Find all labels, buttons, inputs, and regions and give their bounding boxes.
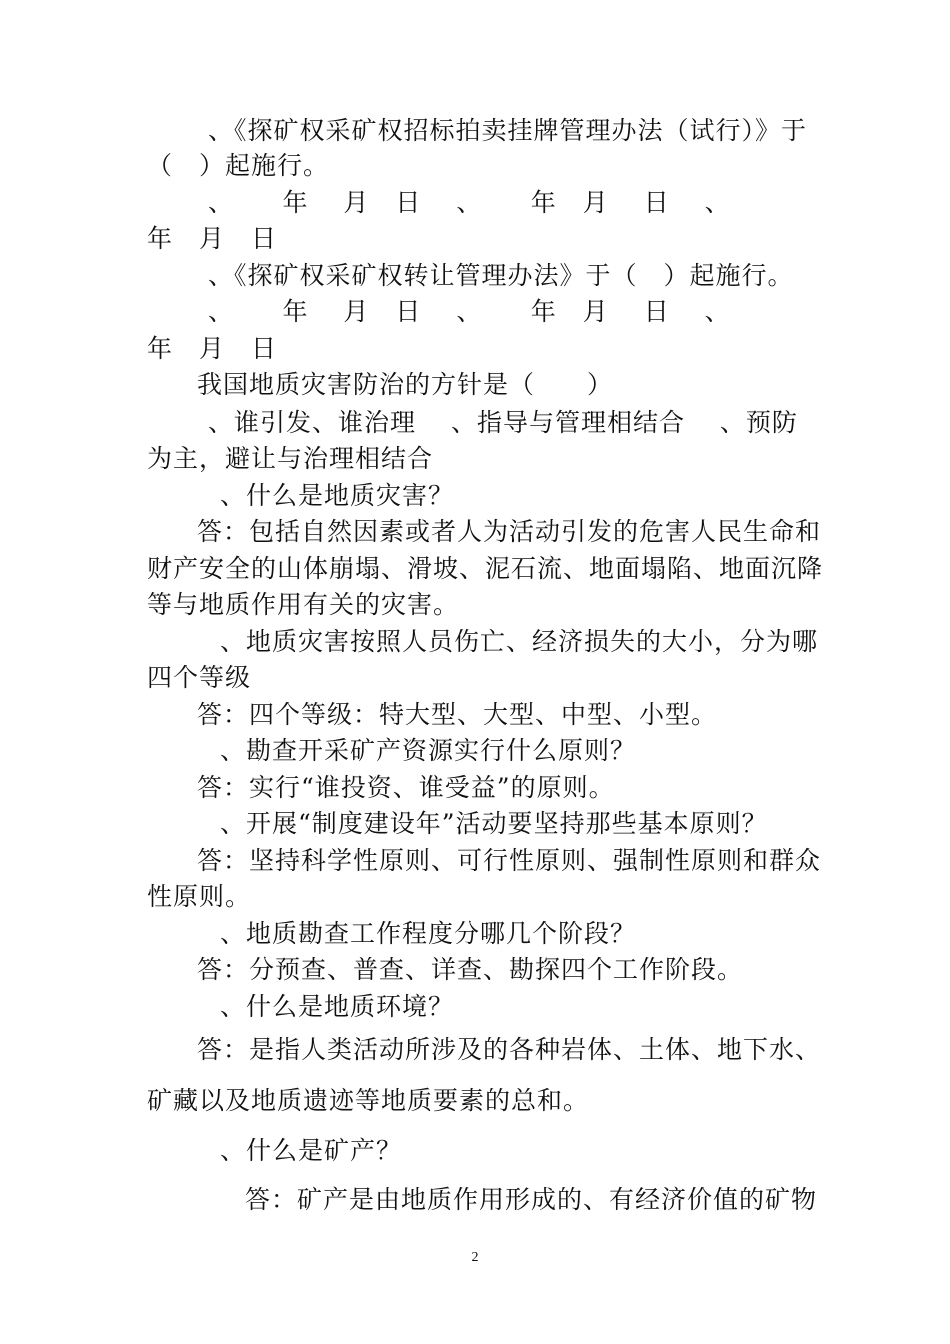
text-line: 为主，避让与治理相结合 bbox=[147, 444, 434, 473]
text-line: 矿藏以及地质遗迹等地质要素的总和。 bbox=[147, 1086, 590, 1115]
text-line: 年 月 日 bbox=[147, 224, 278, 253]
page-number: 2 bbox=[471, 1250, 479, 1265]
text-line: 、 年 月 日 、 年 月 日 、 bbox=[208, 297, 731, 326]
text-line: 答：四个等级：特大型、大型、中型、小型。 bbox=[197, 700, 718, 729]
text-line: 答：包括自然因素或者人为活动引发的危害人民生命和 bbox=[197, 517, 822, 546]
text-line: 、地质灾害按照人员伤亡、经济损失的大小，分为哪 bbox=[220, 627, 819, 656]
text-line: 答：矿产是由地质作用形成的、有经济价值的矿物 bbox=[245, 1185, 818, 1214]
text-line: 答：是指人类活动所涉及的各种岩体、土体、地下水、 bbox=[197, 1035, 822, 1064]
text-line: 等与地质作用有关的灾害。 bbox=[147, 590, 460, 619]
text-line: 、地质勘查工作程度分哪几个阶段？ bbox=[220, 919, 637, 948]
text-line: 、《探矿权采矿权转让管理办法》于（ ）起施行。 bbox=[208, 261, 794, 290]
text-line: 性原则。 bbox=[147, 882, 252, 911]
text-line: 、《探矿权采矿权招标拍卖挂牌管理办法（试行）》于 bbox=[208, 116, 808, 145]
text-line: 、什么是矿产？ bbox=[220, 1136, 403, 1165]
text-line: 答：分预查、普查、详查、勘探四个工作阶段。 bbox=[197, 955, 744, 984]
text-line: 答：坚持科学性原则、可行性原则、强制性原则和群众 bbox=[197, 846, 822, 875]
text-line: 、什么是地质环境？ bbox=[220, 992, 455, 1021]
text-line: 财产安全的山体崩塌、滑坡、泥石流、地面塌陷、地面沉降 bbox=[147, 554, 824, 583]
text-line: 、开展“制度建设年”活动要坚持那些基本原则？ bbox=[220, 809, 768, 838]
text-line: （ ）起施行。 bbox=[147, 151, 330, 180]
text-line: 答：实行“谁投资、谁受益”的原则。 bbox=[197, 773, 615, 802]
text-line: 我国地质灾害防治的方针是（ ） bbox=[197, 370, 614, 399]
text-line: 、勘查开采矿产资源实行什么原则？ bbox=[220, 736, 637, 765]
text-line: 四个等级 bbox=[147, 663, 252, 692]
text-line: 年 月 日 bbox=[147, 334, 278, 363]
text-line: 、 年 月 日 、 年 月 日 、 bbox=[208, 188, 731, 217]
text-line: 、什么是地质灾害？ bbox=[220, 481, 455, 510]
text-line: 、谁引发、谁治理 、指导与管理相结合 、预防 bbox=[208, 408, 798, 437]
